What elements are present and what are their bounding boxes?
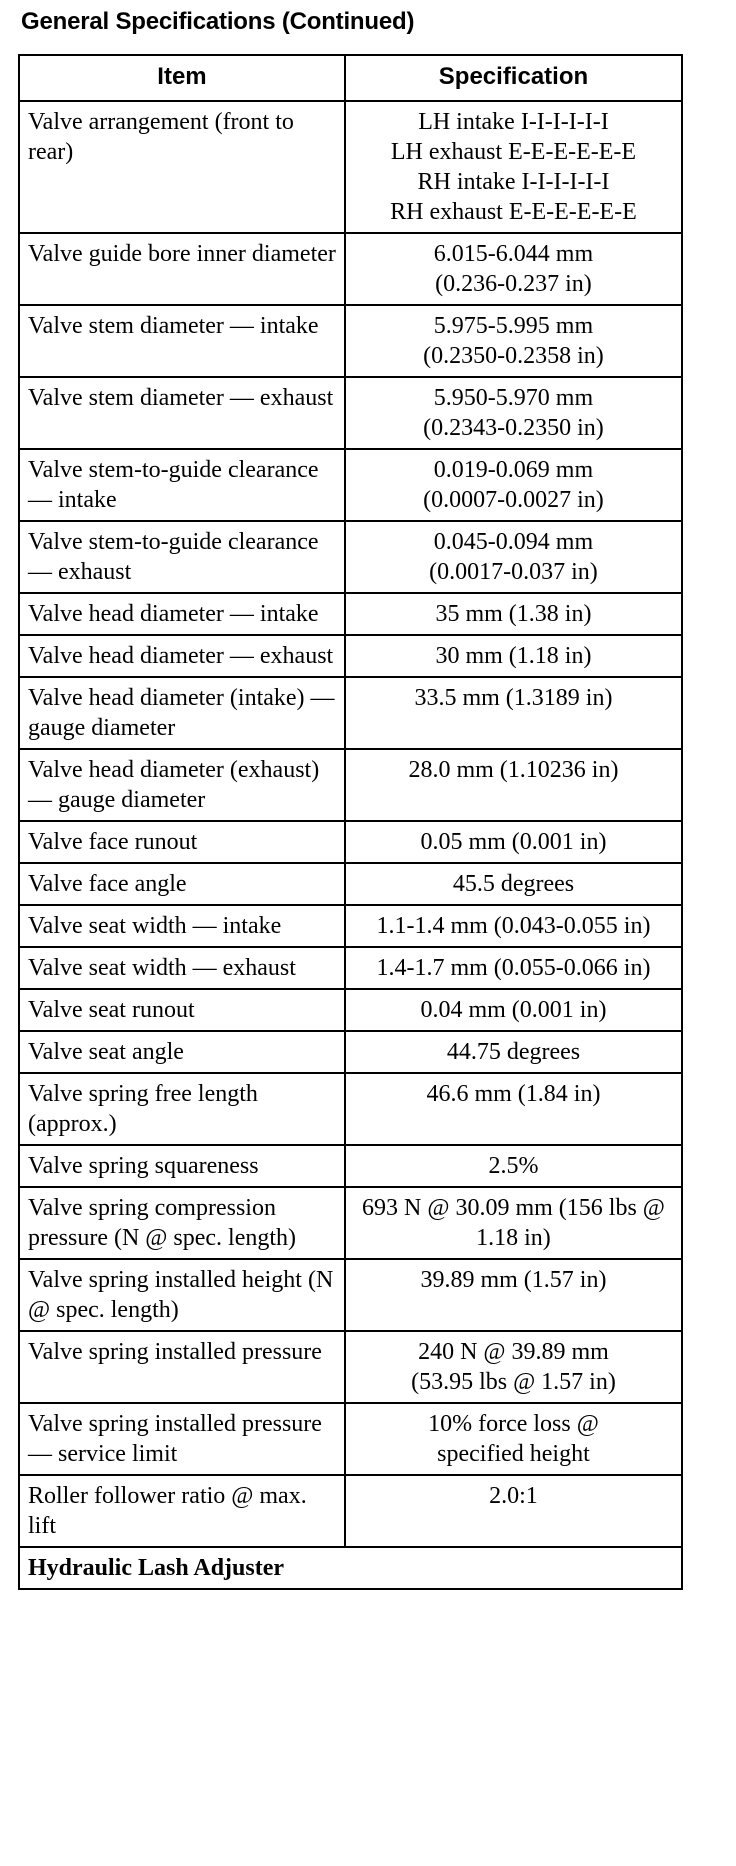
item-cell: Valve seat width — intake [19,905,345,947]
table-row [19,1073,682,1145]
item-cell: Roller follower ratio @ max. lift [19,1475,345,1547]
item-cell: Valve guide bore inner diameter [19,233,345,305]
specification-cell [345,1331,682,1403]
item-cell: Valve spring compression pressure (N @ spec. length) [19,1187,345,1259]
item-cell: Valve spring installed pressure — service limit [19,1403,345,1475]
specification-line: 5.975-5.995 mm [433,313,594,339]
table-row [19,1475,682,1547]
specification-line: 693 N @ 30.09 mm (156 lbs @ 1.18 in) [362,1195,665,1251]
specification-cell [345,1145,682,1187]
table-row [19,449,682,521]
table-row [19,521,682,593]
table-row [19,677,682,749]
specification-line: 0.04 mm (0.001 in) [420,997,607,1023]
specification-line: 1.1-1.4 mm (0.043-0.055 in) [376,913,651,939]
table-row [19,1031,682,1073]
table-row [19,863,682,905]
table-row [19,305,682,377]
specification-cell [345,635,682,677]
specification-line: 0.019-0.069 mm [433,457,594,483]
specification-line: LH intake I-I-I-I-I-I [418,109,609,135]
table-row [19,635,682,677]
table-row [19,1259,682,1331]
table-row [19,593,682,635]
specification-column-header: Specification [345,55,682,101]
specification-cell [345,521,682,593]
specification-line: (0.0017-0.037 in) [429,559,598,585]
table-header-row [19,55,682,101]
specification-line: (0.0007-0.0027 in) [423,487,604,513]
specification-line: LH exhaust E-E-E-E-E-E [390,139,637,165]
section-heading-row [19,1547,682,1589]
table-row [19,1403,682,1475]
specification-line: RH intake I-I-I-I-I-I [417,169,610,195]
item-cell: Valve head diameter — intake [19,593,345,635]
specification-line: 33.5 mm (1.3189 in) [414,685,613,711]
specification-cell [345,1259,682,1331]
specification-line: 30 mm (1.18 in) [435,643,592,669]
table-row [19,1187,682,1259]
item-cell: Valve spring squareness [19,1145,345,1187]
item-cell: Valve spring installed pressure [19,1331,345,1403]
item-cell: Valve head diameter (intake) — gauge diameter [19,677,345,749]
table-row [19,821,682,863]
specification-line: 10% force loss @ [428,1411,599,1437]
specification-line: 39.89 mm (1.57 in) [420,1267,607,1293]
item-cell: Valve seat angle [19,1031,345,1073]
specification-line: 1.4-1.7 mm (0.055-0.066 in) [376,955,651,981]
item-cell: Valve seat runout [19,989,345,1031]
specification-line: (0.2350-0.2358 in) [423,343,604,369]
table-body [19,101,682,1589]
specification-line: 5.950-5.970 mm [433,385,594,411]
specification-line: 35 mm (1.38 in) [435,601,592,627]
specification-cell [345,905,682,947]
specification-cell [345,989,682,1031]
specification-cell [345,1403,682,1475]
specification-line: 46.6 mm (1.84 in) [426,1081,601,1107]
item-cell: Valve arrangement (front to rear) [19,101,345,233]
general-specifications-table [18,54,683,1590]
specification-cell [345,749,682,821]
specification-cell [345,1073,682,1145]
specification-cell [345,863,682,905]
item-cell: Valve face runout [19,821,345,863]
table-row [19,377,682,449]
specification-line: 2.0:1 [489,1483,538,1509]
item-cell: Valve stem diameter — exhaust [19,377,345,449]
specification-cell [345,1187,682,1259]
specification-cell [345,305,682,377]
item-column-header: Item [19,55,345,101]
specification-line: 6.015-6.044 mm [433,241,594,267]
specification-cell [345,947,682,989]
table-row [19,101,682,233]
specification-cell [345,233,682,305]
item-cell: Valve head diameter — exhaust [19,635,345,677]
item-cell: Valve head diameter (exhaust) — gauge diameter [19,749,345,821]
specification-cell [345,377,682,449]
specification-cell [345,821,682,863]
specification-line: 44.75 degrees [446,1039,581,1065]
specification-line: 240 N @ 39.89 mm [418,1339,609,1365]
page-title: General Specifications (Continued) [21,8,415,35]
specification-cell [345,1475,682,1547]
specification-line: 0.05 mm (0.001 in) [420,829,607,855]
specification-cell [345,449,682,521]
specification-cell [345,1031,682,1073]
specification-line: 2.5% [488,1153,539,1179]
item-cell: Valve spring free length (approx.) [19,1073,345,1145]
specification-line: (0.236-0.237 in) [435,271,592,297]
specification-line: 0.045-0.094 mm [433,529,594,555]
table-row [19,905,682,947]
table-row [19,233,682,305]
item-cell: Valve seat width — exhaust [19,947,345,989]
specification-cell [345,677,682,749]
specification-cell [345,101,682,233]
table-row [19,947,682,989]
specification-line: 45.5 degrees [452,871,575,897]
specification-cell [345,593,682,635]
specification-line: RH exhaust E-E-E-E-E-E [390,199,637,225]
item-cell: Valve stem-to-guide clearance — intake [19,449,345,521]
item-cell: Valve stem diameter — intake [19,305,345,377]
item-cell: Valve face angle [19,863,345,905]
specification-line: (0.2343-0.2350 in) [423,415,604,441]
specification-line: 28.0 mm (1.10236 in) [408,757,619,783]
specification-line: (53.95 lbs @ 1.57 in) [411,1369,616,1395]
table-row [19,1331,682,1403]
table-row [19,1145,682,1187]
item-cell: Valve spring installed height (N @ spec. length) [19,1259,345,1331]
section-heading: Hydraulic Lash Adjuster [19,1547,682,1589]
table-row [19,989,682,1031]
specification-line: specified height [437,1441,590,1467]
table-row [19,749,682,821]
item-cell: Valve stem-to-guide clearance — exhaust [19,521,345,593]
